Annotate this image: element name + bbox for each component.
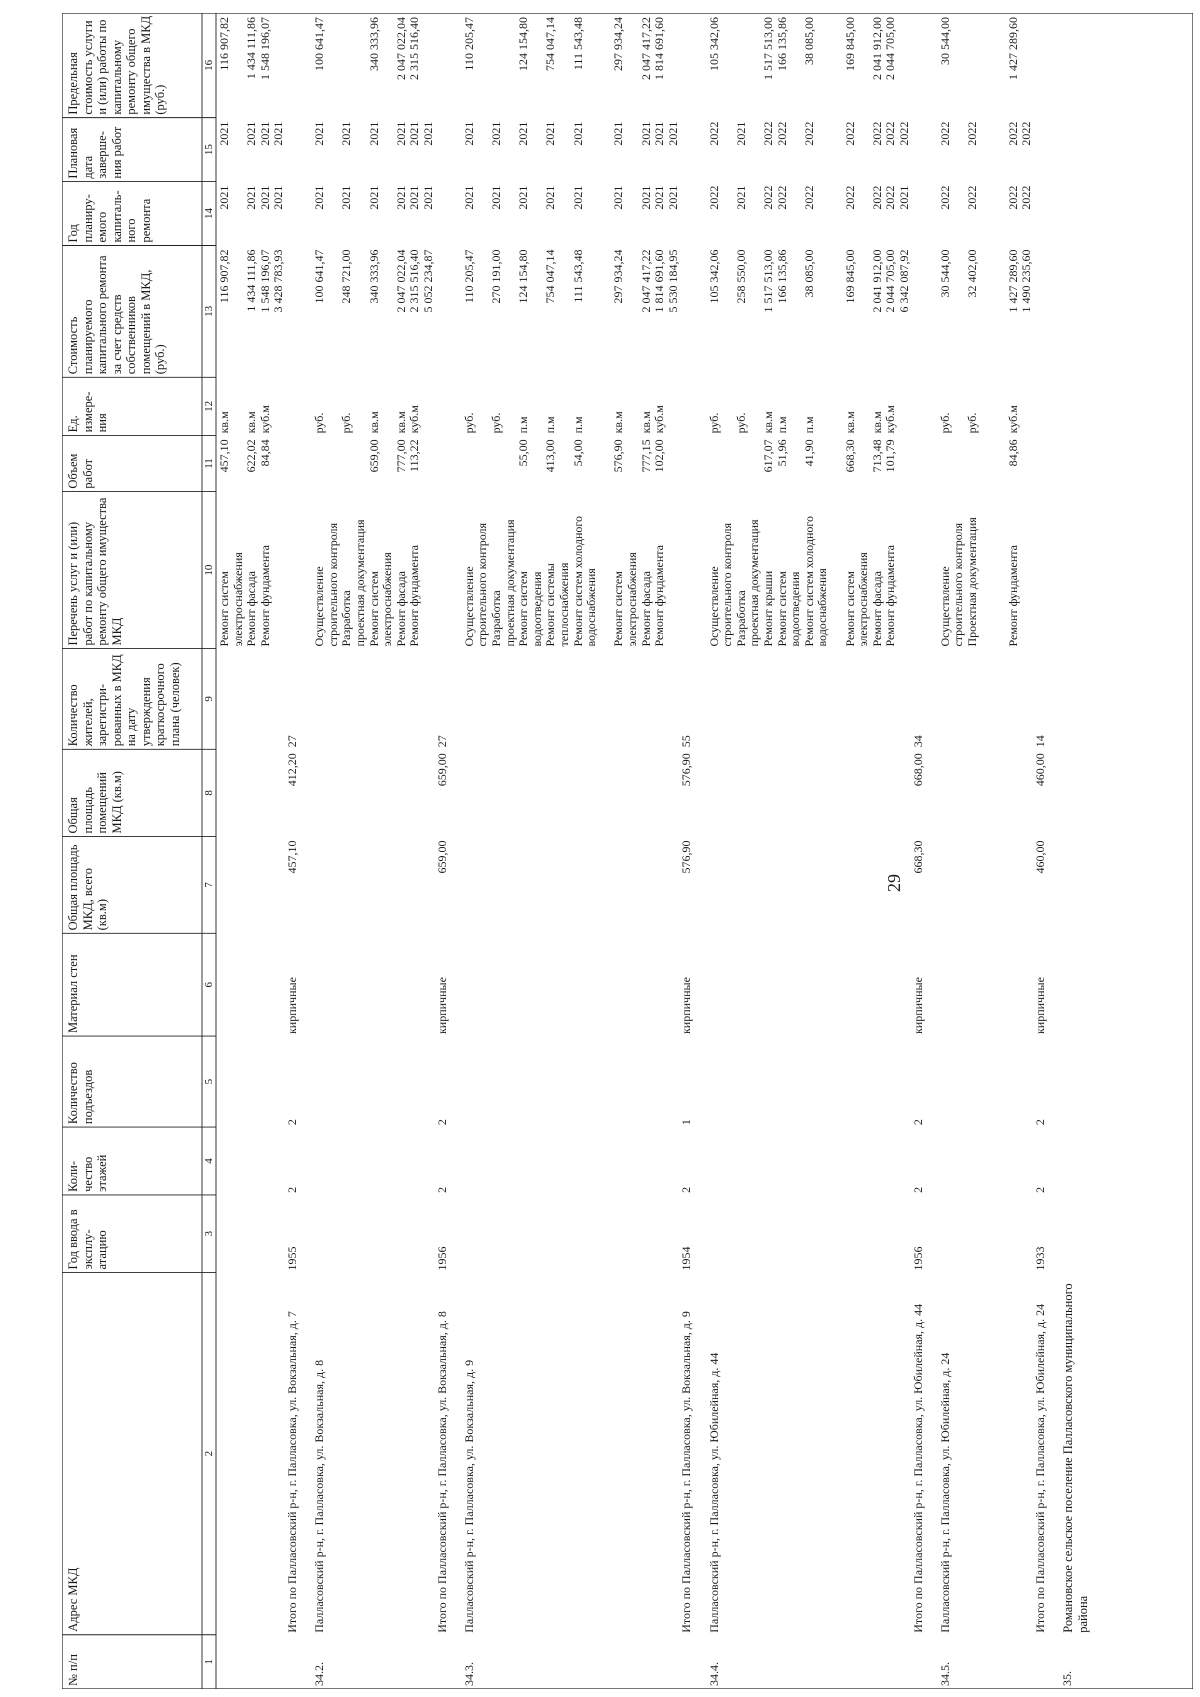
work-row-cost: 2 047 417,22 bbox=[638, 249, 653, 313]
work-row-end: 2022 bbox=[937, 121, 952, 146]
work-row-work: Ремонт систем bbox=[611, 571, 626, 647]
column-header-14: Год планиру-емого капиталь-ного ремонта bbox=[66, 190, 153, 243]
work-row-year: 2021 bbox=[611, 185, 626, 210]
work-row-vol: 713,48 bbox=[869, 439, 884, 473]
block-total-label: Итого по Палласовский р-н, г. Палласовка, ул. Вокзальная, д. 9 bbox=[679, 1311, 694, 1633]
work-row-work: электроснабжения bbox=[856, 552, 871, 647]
work-row-end: 2021 bbox=[570, 121, 585, 146]
column-number-1: 1 bbox=[203, 1659, 215, 1665]
top-row-end: 2021 bbox=[257, 121, 272, 146]
work-row-vol: 617,07 bbox=[761, 439, 775, 473]
top-row-year: 2021 bbox=[257, 185, 272, 210]
block-total-entr: 1 bbox=[679, 1119, 694, 1126]
top-row-end: 2021 bbox=[217, 121, 231, 146]
work-row-end: 2022 bbox=[774, 121, 789, 146]
work-row-unit: куб.м bbox=[1005, 405, 1020, 434]
block-total-t_year: 2021 bbox=[897, 185, 911, 210]
work-row-unit: п.м bbox=[516, 416, 531, 434]
work-row-year: 2022 bbox=[706, 185, 721, 210]
block-total-wall: кирпичные bbox=[285, 977, 299, 1035]
work-row-limit: 297 934,24 bbox=[611, 17, 626, 72]
work-row-year: 2021 bbox=[393, 185, 408, 210]
final-total-area: 460,00 bbox=[1033, 840, 1047, 874]
work-row-unit: п.м bbox=[570, 416, 585, 434]
work-row-cost: 111 543,48 bbox=[570, 249, 585, 303]
work-row-cost: 297 934,24 bbox=[611, 249, 626, 304]
block-total-residents: 55 bbox=[679, 735, 694, 748]
work-row-year: 2021 bbox=[312, 185, 327, 210]
work-row-vol: 55,00 bbox=[516, 439, 531, 467]
work-row-vol: 113,22 bbox=[407, 439, 422, 472]
work-row-cost: 258 550,00 bbox=[733, 249, 748, 304]
work-row-year: 2021 bbox=[570, 185, 585, 210]
top-row-unit: кв.м bbox=[244, 411, 259, 434]
column-header-4: Коли-чество этажей bbox=[66, 1154, 109, 1192]
work-row-unit: руб. bbox=[733, 412, 748, 434]
work-row-unit: кв.м bbox=[366, 411, 381, 434]
block-total-floors: 2 bbox=[910, 1186, 925, 1193]
work-row-work: Ремонт систем bbox=[516, 571, 531, 647]
block-total-area_room: 576,90 bbox=[679, 753, 694, 787]
work-row-work: Ремонт систем bbox=[842, 571, 857, 647]
work-row-vol: 777,15 bbox=[638, 439, 653, 473]
work-row-unit: кв.м bbox=[761, 411, 775, 434]
block-total-t_year: 2021 bbox=[421, 185, 435, 210]
work-row-year: 2022 bbox=[883, 185, 898, 210]
final-total-year: 1933 bbox=[1033, 1246, 1047, 1271]
work-row-limit: 1 427 289,60 bbox=[1005, 17, 1020, 81]
work-row-work: проектная документация bbox=[747, 519, 762, 647]
work-row-unit: кв.м bbox=[842, 411, 857, 434]
work-row-limit: 111 543,48 bbox=[570, 17, 585, 71]
column-header-16: Предельная стоимость услуги и (или) работы по капитальному ремонту общего имущества в МКД (руб.) bbox=[66, 15, 167, 115]
final-total-residents: 14 bbox=[1033, 735, 1047, 748]
block-total-label: Итого по Палласовский р-н, г. Палласовка, ул. Вокзальная, д. 8 bbox=[434, 1311, 449, 1633]
block-total-year: 1956 bbox=[434, 1246, 449, 1271]
block-total-entr: 2 bbox=[910, 1119, 925, 1126]
work-row-year: 2022 bbox=[842, 185, 857, 210]
work-row-cost: 105 342,06 bbox=[706, 249, 721, 304]
block-total-wall: кирпичные bbox=[679, 977, 694, 1035]
block-total-area_room: 412,20 bbox=[285, 753, 299, 787]
block-total-area: 659,00 bbox=[434, 840, 449, 874]
work-row-end: 2022 bbox=[801, 121, 816, 146]
work-row-vol: 668,30 bbox=[842, 439, 857, 473]
work-row-year: 2021 bbox=[733, 185, 748, 210]
work-row-year: 2021 bbox=[366, 185, 381, 210]
top-row-unit: куб.м bbox=[257, 405, 272, 434]
work-row-end: 2021 bbox=[461, 121, 476, 146]
work-row-limit: 30 544,00 bbox=[937, 17, 952, 66]
block-total-total_cost: 6 342 087,92 bbox=[897, 249, 911, 313]
top-row-work: электроснабжения bbox=[230, 552, 245, 647]
work-row-unit: куб.м bbox=[883, 405, 898, 434]
block-total-floors: 2 bbox=[434, 1186, 449, 1193]
column-number-8: 8 bbox=[203, 790, 215, 796]
work-row-end: 2021 bbox=[312, 121, 327, 146]
work-row-end: 2021 bbox=[733, 121, 748, 146]
work-row-vol: 659,00 bbox=[366, 439, 381, 473]
work-row-vol: 576,90 bbox=[611, 439, 626, 473]
work-row-cost: 1 427 289,60 bbox=[1005, 249, 1020, 313]
work-row-year: 2022 bbox=[965, 185, 979, 210]
block-total-label: Итого по Палласовский р-н, г. Палласовка, ул. Юбилейная, д. 44 bbox=[910, 1303, 925, 1633]
work-row-end: 2021 bbox=[611, 121, 626, 146]
top-row-limit: 1 434 111,86 bbox=[244, 17, 259, 80]
work-row-cost: 2 041 912,00 bbox=[869, 249, 884, 313]
work-row-unit: кв.м bbox=[638, 411, 653, 434]
work-row-end: 2022 bbox=[1005, 121, 1020, 146]
work-row-year: 2022 bbox=[801, 185, 816, 210]
block-total-area: 668,30 bbox=[910, 840, 925, 874]
column-header-15: Плановая дата заверше-ния работ bbox=[66, 126, 124, 179]
work-row-cost: 340 333,96 bbox=[366, 249, 381, 304]
section-address: Палласовский р-н, г. Палласовка, ул. Вокзальная, д. 8 bbox=[312, 1359, 327, 1633]
column-header-3: Год ввода в эксплу-атацию bbox=[66, 1209, 109, 1270]
work-row-work: электроснабжения bbox=[625, 552, 639, 647]
section-address: Палласовский р-н, г. Палласовка, ул. Юбилейная, д. 24 bbox=[937, 1352, 952, 1633]
column-header-5: Количество подъездов bbox=[66, 1062, 95, 1125]
work-row-work: строительного контроля bbox=[325, 522, 340, 647]
work-row-work: проектная документация bbox=[353, 519, 367, 647]
work-row-unit: руб. bbox=[965, 412, 979, 434]
work-row-work: Разработка bbox=[489, 590, 503, 647]
work-row-work: Ремонт системы bbox=[543, 563, 558, 647]
top-row-work: Ремонт систем bbox=[217, 571, 231, 647]
work-row-year: 2021 bbox=[516, 185, 531, 210]
work-row-cost: 38 085,00 bbox=[801, 249, 816, 298]
column-number-6: 6 bbox=[203, 981, 215, 988]
column-header-9: Количество жителей, зарегистри-рованных в МКД на дату утверждения краткосрочного плана (человек) bbox=[66, 654, 182, 747]
block-total-total_cost: 5 052 234,87 bbox=[421, 249, 435, 313]
work-row-end: 2021 bbox=[393, 121, 408, 146]
work-row-work: Ремонт фасада bbox=[638, 571, 653, 647]
work-row-year: 2022 bbox=[869, 185, 884, 210]
work-row-work: Разработка bbox=[339, 590, 354, 647]
column-number-4: 4 bbox=[203, 1158, 215, 1164]
work-row-cost: 754 047,14 bbox=[543, 249, 558, 304]
top-row-cost: 1 434 111,86 bbox=[244, 249, 259, 312]
work-row-work: электроснабжения bbox=[380, 552, 395, 647]
work-row-unit: руб. bbox=[937, 412, 952, 434]
work-row-limit: 166 135,86 bbox=[774, 17, 789, 72]
top-row-vol: 622,02 bbox=[244, 439, 259, 473]
work-row-vol: 413,00 bbox=[543, 439, 558, 473]
work-row-work: строительного контроля bbox=[951, 522, 966, 647]
work-row-vol: 54,00 bbox=[570, 439, 585, 467]
work-row-cost: 1 814 691,60 bbox=[652, 249, 667, 313]
work-row-limit: 754 047,14 bbox=[543, 17, 558, 72]
work-row-cost: 1 517 513,00 bbox=[761, 249, 775, 313]
section-id: 34.3. bbox=[461, 1662, 476, 1686]
repair-plan-table bbox=[62, 13, 1193, 1689]
top-row-limit: 1 548 196,07 bbox=[257, 17, 272, 81]
work-row-limit: 2 047 417,22 bbox=[638, 17, 653, 81]
block-total-t_end: 2021 bbox=[665, 121, 680, 146]
column-number-12: 12 bbox=[203, 400, 215, 412]
section-id: 34.4. bbox=[706, 1662, 721, 1686]
work-row-work: Ремонт фасада bbox=[393, 571, 408, 647]
block-total-residents: 27 bbox=[285, 735, 299, 748]
work-row-limit: 2 047 022,04 bbox=[393, 17, 408, 81]
work-row-work: строительного контроля bbox=[720, 522, 735, 647]
work-row-work: Ремонт фасада bbox=[869, 571, 884, 647]
work-row-work: Ремонт систем bbox=[774, 571, 789, 647]
work-row-unit: руб. bbox=[461, 412, 476, 434]
work-row-unit: кв.м bbox=[611, 411, 626, 434]
work-row-unit: руб. bbox=[312, 412, 327, 434]
block-total-t_year: 2021 bbox=[665, 185, 680, 210]
final-total-label: Итого по Палласовский р-н, г. Палласовка, ул. Юбилейная, д. 24 bbox=[1033, 1303, 1047, 1633]
work-row-work: Ремонт фундамента bbox=[883, 545, 898, 647]
block-total-t_year: 2021 bbox=[271, 185, 286, 210]
work-row-work: Ремонт систем холодного bbox=[570, 516, 585, 647]
work-row-year: 2021 bbox=[638, 185, 653, 210]
work-row-limit: 2 044 705,00 bbox=[883, 17, 898, 81]
top-row-work: Ремонт фасада bbox=[244, 571, 259, 647]
work-row-end: 2022 bbox=[842, 121, 857, 146]
work-row-work: Осуществление bbox=[312, 566, 327, 647]
block-total-floors: 2 bbox=[285, 1186, 299, 1193]
final-total-wall: кирпичные bbox=[1033, 977, 1047, 1035]
work-row-limit: 105 342,06 bbox=[706, 17, 721, 72]
work-row-end: 2021 bbox=[339, 121, 354, 146]
block-total-floors: 2 bbox=[679, 1186, 694, 1193]
work-row-end: 2022 bbox=[761, 121, 775, 146]
top-row-vol: 84,84 bbox=[257, 439, 272, 467]
work-row-cost: 2 315 516,40 bbox=[407, 249, 422, 313]
work-row-year: 2022 bbox=[937, 185, 952, 210]
work-row-vol: 84,86 bbox=[1005, 439, 1020, 467]
work-row-unit: куб.м bbox=[652, 405, 667, 434]
top-row-year: 2021 bbox=[244, 185, 259, 210]
work-row-vol: 101,79 bbox=[883, 439, 898, 473]
work-row-limit: 1 814 691,60 bbox=[652, 17, 667, 81]
work-row-work: Ремонт фундамента bbox=[652, 545, 667, 647]
work-row-end: 2021 bbox=[489, 121, 503, 146]
block-total-residents: 34 bbox=[910, 735, 925, 748]
work-row-end: 2021 bbox=[652, 121, 667, 146]
work-row-work: Осуществление bbox=[706, 566, 721, 647]
work-row-end: 2021 bbox=[407, 121, 422, 146]
work-row-unit: п.м bbox=[774, 416, 789, 434]
work-row-work: теплоснабжения bbox=[557, 562, 571, 647]
work-row-work: Разработка bbox=[733, 590, 748, 647]
work-row-work: Ремонт фундамента bbox=[407, 545, 422, 647]
work-row-end: 2021 bbox=[638, 121, 653, 146]
work-row-work: Ремонт систем bbox=[366, 571, 381, 647]
column-header-7: Общая площадь МКД, всего (кв.м) bbox=[66, 844, 109, 931]
work-row-limit: 124 154,80 bbox=[516, 17, 531, 72]
work-row-work: водоотведения bbox=[788, 571, 803, 647]
work-row-vol: 102,00 bbox=[652, 439, 667, 473]
work-row-unit: п.м bbox=[543, 416, 558, 434]
column-number-9: 9 bbox=[203, 696, 215, 702]
column-header-2: Адрес МКД bbox=[66, 1567, 80, 1632]
column-number-13: 13 bbox=[203, 305, 215, 317]
work-row-unit: кв.м bbox=[869, 411, 884, 434]
work-row-cost: 2 047 022,04 bbox=[393, 249, 408, 313]
final-total-entr: 2 bbox=[1033, 1119, 1047, 1126]
work-row-cost: 169 845,00 bbox=[842, 249, 857, 304]
column-number-5: 5 bbox=[203, 1078, 215, 1085]
work-row-cost: 110 205,47 bbox=[461, 249, 476, 304]
work-row-limit: 1 517 513,00 bbox=[761, 17, 775, 81]
column-number-11: 11 bbox=[203, 458, 215, 469]
block-total-wall: кирпичные bbox=[910, 977, 925, 1035]
block-total-residents: 27 bbox=[434, 735, 449, 748]
work-row-year: 2021 bbox=[339, 185, 354, 210]
block-total-label: Итого по Палласовский р-н, г. Палласовка, ул. Вокзальная, д. 7 bbox=[285, 1311, 299, 1633]
column-header-8: Общая площадь помещений МКД (кв.м) bbox=[66, 771, 124, 834]
column-header-6: Материал стен bbox=[66, 954, 80, 1034]
work-row-end: 2021 bbox=[543, 121, 558, 146]
work-row-cost: 124 154,80 bbox=[516, 249, 531, 304]
work-row-work: Осуществление bbox=[461, 566, 476, 647]
work-row-cost: 32 402,00 bbox=[965, 249, 979, 298]
work-row-year: 2022 bbox=[774, 185, 789, 210]
work-row-cost: 30 544,00 bbox=[937, 249, 952, 298]
work-row-year: 2021 bbox=[407, 185, 422, 210]
column-number-3: 3 bbox=[203, 1230, 215, 1237]
work-row-limit: 110 205,47 bbox=[461, 17, 476, 71]
work-row-unit: руб. bbox=[339, 412, 354, 434]
work-row-unit: кв.м bbox=[393, 411, 408, 434]
final-total-area_room: 460,00 bbox=[1033, 753, 1047, 787]
work-row-unit: п.м bbox=[801, 416, 816, 434]
work-row-work: Осуществление bbox=[937, 566, 952, 647]
block-total-wall: кирпичные bbox=[434, 977, 449, 1035]
column-number-16: 16 bbox=[203, 59, 215, 71]
work-row-cost: 166 135,86 bbox=[774, 249, 789, 304]
work-row-year: 2021 bbox=[543, 185, 558, 210]
column-number-7: 7 bbox=[203, 882, 215, 888]
work-row-end: 2021 bbox=[516, 121, 531, 146]
column-header-13: Стоимость планируемого капитального ремонта за счет средств собственников помещений в МКД, (руб.) bbox=[66, 255, 167, 375]
work-row-unit: руб. bbox=[489, 412, 503, 434]
top-row-unit: кв.м bbox=[217, 411, 231, 434]
work-row-work: Проектная документация bbox=[965, 517, 979, 647]
block-total-area_room: 659,00 bbox=[434, 753, 449, 787]
block-total-year: 1956 bbox=[910, 1246, 925, 1271]
section-address: Палласовский р-н, г. Палласовка, ул. Юбилейная, д. 44 bbox=[706, 1352, 721, 1633]
next-section-title: Романовское сельское поселение Палласовского муниципального района bbox=[1061, 1283, 1090, 1633]
column-header-11: Объем работ bbox=[66, 453, 95, 489]
work-row-end: 2022 bbox=[883, 121, 898, 146]
page-number: 29 bbox=[884, 874, 904, 892]
final-total-t_year: 2022 bbox=[1019, 185, 1034, 210]
top-row-vol: 457,10 bbox=[217, 439, 231, 473]
top-row-end: 2021 bbox=[244, 121, 259, 146]
work-row-limit: 2 315 516,40 bbox=[407, 17, 422, 81]
block-total-t_end: 2021 bbox=[271, 121, 286, 146]
section-id: 34.5. bbox=[937, 1662, 952, 1686]
section-address: Палласовский р-н, г. Палласовка, ул. Вокзальная, д. 9 bbox=[461, 1359, 476, 1633]
block-total-t_end: 2022 bbox=[897, 121, 911, 146]
work-row-work: Ремонт фундамента bbox=[1005, 545, 1020, 647]
top-row-cost: 116 907,82 bbox=[217, 249, 231, 304]
block-total-area_room: 668,00 bbox=[910, 753, 925, 787]
work-row-cost: 2 044 705,00 bbox=[883, 249, 898, 313]
block-total-year: 1954 bbox=[679, 1246, 694, 1271]
top-row-work: Ремонт фундамента bbox=[257, 545, 272, 647]
work-row-vol: 777,00 bbox=[393, 439, 408, 473]
work-row-work: водоотведения bbox=[529, 571, 544, 647]
work-row-vol: 41,90 bbox=[801, 439, 816, 467]
work-row-cost: 270 191,00 bbox=[489, 249, 503, 304]
column-number-14: 14 bbox=[203, 208, 215, 220]
column-number-15: 15 bbox=[203, 144, 215, 156]
work-row-year: 2022 bbox=[761, 185, 775, 210]
section-id: 34.2. bbox=[312, 1662, 327, 1686]
work-row-work: Ремонт систем холодного bbox=[801, 516, 816, 647]
work-row-year: 2021 bbox=[461, 185, 476, 210]
column-header-1: № п/п bbox=[66, 1654, 80, 1686]
block-total-total_cost: 5 530 184,95 bbox=[665, 249, 680, 313]
final-total-t_end: 2022 bbox=[1019, 121, 1034, 146]
top-row-limit: 116 907,82 bbox=[217, 17, 231, 71]
work-row-year: 2022 bbox=[1005, 185, 1020, 210]
work-row-unit: куб.м bbox=[407, 405, 422, 434]
work-row-limit: 340 333,96 bbox=[366, 17, 381, 72]
work-row-work: водоснабжения bbox=[584, 568, 599, 647]
work-row-work: Ремонт крыши bbox=[761, 570, 775, 647]
work-row-work: проектная документация bbox=[502, 519, 517, 647]
column-header-12: Ед. измере-ния bbox=[66, 391, 109, 433]
work-row-limit: 2 041 912,00 bbox=[869, 17, 884, 81]
block-total-year: 1955 bbox=[285, 1246, 299, 1271]
final-total-floors: 2 bbox=[1033, 1186, 1047, 1193]
work-row-work: строительного контроля bbox=[475, 522, 490, 647]
work-row-cost: 100 641,47 bbox=[312, 249, 327, 304]
column-number-10: 10 bbox=[203, 564, 215, 576]
work-row-limit: 38 085,00 bbox=[801, 17, 816, 66]
block-total-entr: 2 bbox=[434, 1119, 449, 1126]
work-row-work: водоснабжения bbox=[815, 568, 830, 647]
top-row-year: 2021 bbox=[217, 185, 231, 210]
work-row-end: 2022 bbox=[706, 121, 721, 146]
work-row-end: 2021 bbox=[366, 121, 381, 146]
block-total-t_end: 2021 bbox=[421, 121, 435, 146]
work-row-vol: 51,96 bbox=[774, 439, 789, 467]
work-row-limit: 100 641,47 bbox=[312, 17, 327, 72]
top-row-cost: 1 548 196,07 bbox=[257, 249, 272, 313]
work-row-end: 2022 bbox=[869, 121, 884, 146]
work-row-end: 2022 bbox=[965, 121, 979, 146]
work-row-limit: 169 845,00 bbox=[842, 17, 857, 72]
column-header-10: Перечень услуг и (или) работ по капитальному ремонту общего имущества МКД bbox=[66, 497, 124, 646]
column-number-2: 2 bbox=[203, 1450, 215, 1457]
block-total-entr: 2 bbox=[285, 1119, 299, 1126]
work-row-cost: 248 721,00 bbox=[339, 249, 354, 304]
next-section-id: 35. bbox=[1060, 1671, 1075, 1686]
work-row-unit: руб. bbox=[706, 412, 721, 434]
block-total-total_cost: 3 428 783,93 bbox=[271, 249, 286, 313]
block-total-area: 576,90 bbox=[679, 840, 694, 874]
final-total-total_cost: 1 490 235,60 bbox=[1019, 249, 1034, 313]
block-total-area: 457,10 bbox=[285, 840, 299, 874]
work-row-year: 2021 bbox=[652, 185, 667, 210]
work-row-year: 2021 bbox=[489, 185, 503, 210]
